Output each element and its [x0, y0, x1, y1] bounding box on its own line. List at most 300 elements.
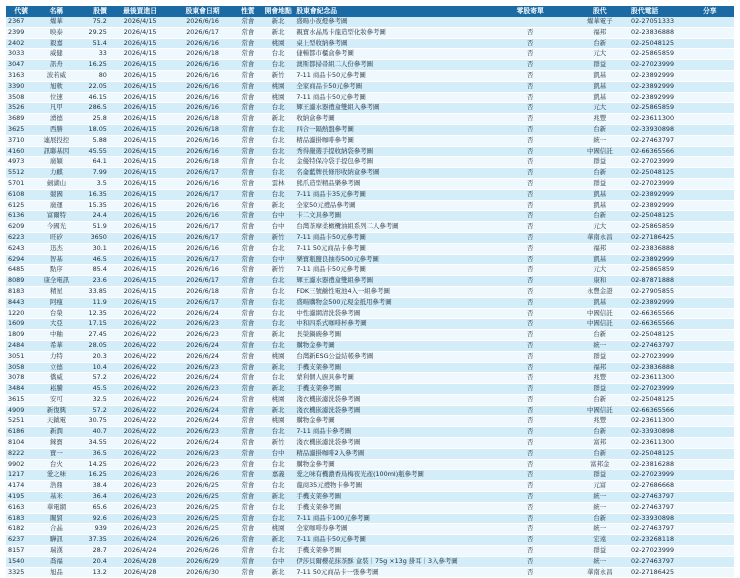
cell-last-buy-date: 2026/4/22: [109, 373, 172, 384]
cell-gift: 龍商35元禮物卡參考圖: [294, 481, 490, 492]
table-row[interactable]: [6, 438, 734, 449]
cell-share[interactable]: [686, 254, 735, 265]
cell-agent-phone: 02-23892999: [629, 254, 685, 265]
cell-last-buy-date: 2026/4/15: [109, 276, 172, 287]
table-row[interactable]: [6, 405, 734, 416]
cell-share[interactable]: [686, 17, 735, 27]
cell-meeting-type: 常會: [234, 481, 262, 492]
table-row[interactable]: [6, 92, 734, 103]
cell-code: 9902: [6, 459, 36, 470]
table-row[interactable]: [6, 373, 734, 384]
cell-agent: 群益: [571, 470, 629, 481]
cell-share[interactable]: [686, 49, 735, 60]
cell-share[interactable]: [686, 135, 735, 146]
cell-code: 8104: [6, 438, 36, 449]
cell-share[interactable]: [686, 373, 735, 384]
cell-price: 16.35: [77, 189, 109, 200]
cell-name: 迅杰: [36, 243, 76, 254]
cell-location: 新北: [262, 492, 294, 503]
cell-gift: 手機支架參考圖: [294, 492, 490, 503]
cell-code: 3078: [6, 373, 36, 384]
cell-name: 廣運: [36, 200, 76, 211]
cell-agent-phone: 02-23892999: [629, 70, 685, 81]
cell-odd-lot: 否: [490, 81, 571, 92]
cell-code: 3033: [6, 49, 36, 60]
cell-share[interactable]: [686, 276, 735, 287]
cell-share[interactable]: [686, 448, 735, 459]
cell-name: 今國光: [36, 222, 76, 233]
cell-last-buy-date: 2026/4/15: [109, 232, 172, 243]
cell-share[interactable]: [686, 319, 735, 330]
cell-agent-phone: 02-27186425: [629, 232, 685, 243]
cell-share[interactable]: [686, 27, 735, 38]
table-row[interactable]: [6, 60, 734, 71]
cell-share[interactable]: [686, 243, 735, 254]
cell-agent: 統一: [571, 135, 629, 146]
cell-agent: 台新: [571, 38, 629, 49]
cell-meeting-date: 2026/6/26: [171, 546, 234, 557]
cell-meeting-type: 常會: [234, 38, 262, 49]
table-row[interactable]: [6, 492, 734, 503]
table-row[interactable]: [6, 330, 734, 341]
table-row[interactable]: [6, 135, 734, 146]
cell-agent-phone: 02-66365566: [629, 405, 685, 416]
cell-odd-lot: 否: [490, 351, 571, 362]
table-row[interactable]: [6, 427, 734, 438]
cell-price: 75.2: [77, 17, 109, 27]
table-row[interactable]: [6, 124, 734, 135]
table-row[interactable]: [6, 189, 734, 200]
cell-gift: 名侖藍牌長條形收納盒參考圖: [294, 168, 490, 179]
table-row[interactable]: [6, 567, 734, 578]
cell-gift: 卡二文具參考圖: [294, 211, 490, 222]
table-row[interactable]: [6, 362, 734, 373]
cell-price: 51.4: [77, 38, 109, 49]
cell-gift: 秀得嚴選手提收納袋參考圖: [294, 146, 490, 157]
cell-share[interactable]: [686, 232, 735, 243]
cell-price: 57.2: [77, 373, 109, 384]
cell-gift: 7-11 商品卡參考圖: [294, 427, 490, 438]
cell-meeting-type: 常會: [234, 81, 262, 92]
table-row[interactable]: [6, 70, 734, 81]
cell-last-buy-date: 2026/4/22: [109, 438, 172, 449]
cell-location: 台北: [262, 49, 294, 60]
cell-location: 台北: [262, 513, 294, 524]
cell-location: 新竹: [262, 232, 294, 243]
cell-last-buy-date: 2026/4/22: [109, 308, 172, 319]
cell-code: 4195: [6, 492, 36, 503]
cell-gift: 蒙利個人廚具參考圖: [294, 373, 490, 384]
cell-price: 65.6: [77, 502, 109, 513]
cell-share[interactable]: [686, 524, 735, 535]
cell-meeting-type: 常會: [234, 405, 262, 416]
cell-agent: 統一: [571, 502, 629, 513]
cell-agent-phone: 02-23836888: [629, 243, 685, 254]
header-last-buy-date[interactable]: 最後買進日: [109, 6, 172, 17]
header-location[interactable]: 開會地點: [262, 6, 294, 17]
cell-share[interactable]: [686, 546, 735, 557]
cell-name: 喬福: [36, 556, 76, 567]
cell-share[interactable]: [686, 459, 735, 470]
cell-name: 劍湖山: [36, 178, 76, 189]
table-row[interactable]: [6, 17, 734, 27]
cell-code: 5512: [6, 168, 36, 179]
cell-meeting-type: 常會: [234, 416, 262, 427]
table-row[interactable]: [6, 535, 734, 546]
table-row[interactable]: [6, 308, 734, 319]
cell-odd-lot: 否: [490, 448, 571, 459]
cell-name: 台火: [36, 459, 76, 470]
cell-location: 台北: [262, 340, 294, 351]
cell-meeting-date: 2026/6/17: [171, 189, 234, 200]
cell-agent: 華南永昌: [571, 567, 629, 578]
cell-gift: 盛暘購物金500元現金抵用參考圖: [294, 297, 490, 308]
cell-gift: FDK三號鹼性電池4入一組參考圖: [294, 286, 490, 297]
cell-gift: 中和四系式咖啡杯參考圖: [294, 319, 490, 330]
header-meeting-type[interactable]: 性質: [234, 6, 262, 17]
cell-last-buy-date: 2026/4/15: [109, 114, 172, 125]
cell-meeting-type: 常會: [234, 124, 262, 135]
cell-meeting-type: 常會: [234, 60, 262, 71]
cell-share[interactable]: [686, 481, 735, 492]
header-name[interactable]: 名稱: [36, 6, 76, 17]
cell-odd-lot: 否: [490, 394, 571, 405]
cell-meeting-date: 2026/6/23: [171, 330, 234, 341]
cell-meeting-date: 2026/6/17: [171, 254, 234, 265]
cell-odd-lot: 否: [490, 146, 571, 157]
cell-odd-lot: 否: [490, 103, 571, 114]
table-row[interactable]: [6, 211, 734, 222]
table-row[interactable]: [6, 524, 734, 535]
cell-location: 台中: [262, 254, 294, 265]
cell-agent: 兆豐: [571, 416, 629, 427]
cell-meeting-date: 2026/6/18: [171, 49, 234, 60]
cell-share[interactable]: [686, 92, 735, 103]
cell-agent-phone: 02-25048125: [629, 38, 685, 49]
cell-meeting-date: 2026/6/16: [171, 200, 234, 211]
cell-price: 80: [77, 70, 109, 81]
cell-price: 33.85: [77, 286, 109, 297]
cell-gift: 手機支架參考圖: [294, 384, 490, 395]
table-row[interactable]: [6, 168, 734, 179]
cell-share[interactable]: [686, 222, 735, 233]
table-row[interactable]: [6, 340, 734, 351]
cell-share[interactable]: [686, 427, 735, 438]
cell-price: 23.6: [77, 276, 109, 287]
cell-location: 台北: [262, 60, 294, 71]
cell-last-buy-date: 2026/4/15: [109, 286, 172, 297]
cell-price: 15.35: [77, 200, 109, 211]
cell-price: 92.6: [77, 513, 109, 524]
table-row[interactable]: [6, 27, 734, 38]
cell-share[interactable]: [686, 492, 735, 503]
cell-last-buy-date: 2026/4/23: [109, 513, 172, 524]
cell-gift: 精品濾掛咖啡2入參考圖: [294, 448, 490, 459]
stock-gift-table: [6, 6, 734, 578]
table-row[interactable]: [6, 103, 734, 114]
table-row[interactable]: [6, 265, 734, 276]
cell-last-buy-date: 2026/4/15: [109, 157, 172, 168]
cell-gift: 購物金參考圖: [294, 416, 490, 427]
cell-location: 新北: [262, 330, 294, 341]
table-row[interactable]: [6, 276, 734, 287]
cell-code: 6136: [6, 211, 36, 222]
cell-meeting-date: 2026/6/16: [171, 243, 234, 254]
cell-meeting-type: 常會: [234, 535, 262, 546]
cell-gift: 台灣新ESG公益結帳參考圖: [294, 351, 490, 362]
cell-name: 競國: [36, 189, 76, 200]
cell-agent: 統一: [571, 556, 629, 567]
cell-name: 旺矽: [36, 232, 76, 243]
cell-share[interactable]: [686, 81, 735, 92]
cell-code: 3526: [6, 103, 36, 114]
header-agent-phone[interactable]: 股代電話: [629, 6, 685, 17]
cell-gift: 熊爪造型精品樂參考圖: [294, 178, 490, 189]
cell-last-buy-date: 2026/4/23: [109, 492, 172, 503]
cell-share[interactable]: [686, 535, 735, 546]
cell-price: 20.3: [77, 351, 109, 362]
cell-share[interactable]: [686, 556, 735, 567]
cell-gift: 淺衣機嵌濾洗袋參考圖: [294, 405, 490, 416]
cell-last-buy-date: 2026/4/22: [109, 330, 172, 341]
cell-last-buy-date: 2026/4/15: [109, 49, 172, 60]
cell-price: 46.15: [77, 92, 109, 103]
cell-share[interactable]: [686, 330, 735, 341]
cell-share[interactable]: [686, 178, 735, 189]
header-meeting-date[interactable]: 股東會日期: [171, 6, 234, 17]
cell-price: 5.88: [77, 135, 109, 146]
header-share[interactable]: 分享: [686, 6, 735, 17]
header-agent[interactable]: 股代: [571, 6, 629, 17]
cell-agent: 台新: [571, 330, 629, 341]
cell-code: 3047: [6, 60, 36, 71]
cell-last-buy-date: 2026/4/28: [109, 556, 172, 567]
cell-agent-phone: 02-27023999: [629, 546, 685, 557]
cell-name: 華電網: [36, 502, 76, 513]
cell-share[interactable]: [686, 157, 735, 168]
cell-odd-lot: 否: [490, 222, 571, 233]
cell-meeting-date: 2026/6/17: [171, 276, 234, 287]
cell-agent: 統一: [571, 492, 629, 503]
table-row[interactable]: [6, 351, 734, 362]
cell-share[interactable]: [686, 103, 735, 114]
cell-agent-phone: 02-25865859: [629, 103, 685, 114]
cell-share[interactable]: [686, 114, 735, 125]
table-row[interactable]: [6, 178, 734, 189]
table-row[interactable]: [6, 416, 734, 427]
cell-share[interactable]: [686, 513, 735, 524]
cell-share[interactable]: [686, 189, 735, 200]
cell-gift: 樂寶瓶鹽良抽券500元參考圖: [294, 254, 490, 265]
cell-odd-lot: 否: [490, 200, 571, 211]
header-code[interactable]: 代號: [6, 6, 36, 17]
cell-odd-lot: 否: [490, 157, 571, 168]
cell-share[interactable]: [686, 384, 735, 395]
cell-last-buy-date: 2026/4/15: [109, 17, 172, 27]
cell-share[interactable]: [686, 200, 735, 211]
table-row[interactable]: [6, 481, 734, 492]
cell-share[interactable]: [686, 502, 735, 513]
cell-meeting-date: 2026/6/23: [171, 319, 234, 330]
cell-agent: 元富: [571, 481, 629, 492]
cell-meeting-type: 常會: [234, 222, 262, 233]
cell-location: 台北: [262, 319, 294, 330]
table-row[interactable]: [6, 448, 734, 459]
cell-meeting-type: 常會: [234, 178, 262, 189]
table-row[interactable]: [6, 459, 734, 470]
cell-agent-phone: 02-23611300: [629, 438, 685, 449]
table-row[interactable]: [6, 502, 734, 513]
cell-odd-lot: 否: [490, 178, 571, 189]
cell-agent: 台新: [571, 124, 629, 135]
cell-agent-phone: 02-23892999: [629, 297, 685, 308]
cell-odd-lot: 否: [490, 535, 571, 546]
cell-share[interactable]: [686, 146, 735, 157]
table-row[interactable]: [6, 49, 734, 60]
cell-code: 8222: [6, 448, 36, 459]
table-row[interactable]: [6, 297, 734, 308]
cell-meeting-type: 常會: [234, 340, 262, 351]
cell-agent: 群益: [571, 384, 629, 395]
table-row[interactable]: [6, 319, 734, 330]
cell-location: 台北: [262, 243, 294, 254]
cell-meeting-date: 2026/6/18: [171, 157, 234, 168]
cell-share[interactable]: [686, 70, 735, 81]
cell-odd-lot: 否: [490, 70, 571, 81]
cell-share[interactable]: [686, 286, 735, 297]
cell-location: 新北: [262, 17, 294, 27]
table-row[interactable]: [6, 243, 734, 254]
cell-last-buy-date: 2026/4/15: [109, 200, 172, 211]
cell-share[interactable]: [686, 438, 735, 449]
cell-gift: 中性濾網清洗袋參考圖: [294, 308, 490, 319]
table-row[interactable]: [6, 546, 734, 557]
table-row[interactable]: [6, 146, 734, 157]
cell-agent: 燿華電子: [571, 17, 629, 27]
cell-meeting-date: 2026/6/17: [171, 168, 234, 179]
cell-agent-phone: 02-27463797: [629, 502, 685, 513]
cell-share[interactable]: [686, 416, 735, 427]
cell-code: 3689: [6, 114, 36, 125]
cell-gift: 淺衣機嵌濾洗袋參考圖: [294, 394, 490, 405]
cell-share[interactable]: [686, 38, 735, 49]
cell-share[interactable]: [686, 265, 735, 276]
cell-meeting-date: 2026/6/25: [171, 492, 234, 503]
table-row[interactable]: [6, 384, 734, 395]
cell-odd-lot: 否: [490, 524, 571, 535]
table-body: [6, 17, 734, 578]
cell-agent: 福邦: [571, 27, 629, 38]
cell-agent-phone: 02-27023999: [629, 178, 685, 189]
cell-odd-lot: 否: [490, 492, 571, 503]
cell-name: 毅嘉: [36, 38, 76, 49]
cell-gift: 全家商品卡50元參考圖: [294, 81, 490, 92]
table-row[interactable]: [6, 513, 734, 524]
table-row[interactable]: [6, 38, 734, 49]
cell-price: 20.4: [77, 556, 109, 567]
cell-agent-phone: 02-27463797: [629, 340, 685, 351]
cell-share[interactable]: [686, 168, 735, 179]
header-price[interactable]: 股價: [77, 6, 109, 17]
cell-meeting-date: 2026/6/24: [171, 373, 234, 384]
cell-last-buy-date: 2026/4/15: [109, 265, 172, 276]
cell-location: 台北: [262, 135, 294, 146]
table-row[interactable]: [6, 200, 734, 211]
cell-price: 32.5: [77, 394, 109, 405]
cell-agent-phone: 02-23892999: [629, 81, 685, 92]
cell-agent: 台新: [571, 427, 629, 438]
cell-code: 3484: [6, 384, 36, 395]
table-row[interactable]: [6, 556, 734, 567]
cell-share[interactable]: [686, 60, 735, 71]
cell-agent: 中國信託: [571, 319, 629, 330]
cell-share[interactable]: [686, 470, 735, 481]
table-row[interactable]: [6, 114, 734, 125]
cell-gift: 7-11 商品卡50元參考圖: [294, 70, 490, 81]
cell-location: 新北: [262, 384, 294, 395]
cell-code: 6186: [6, 427, 36, 438]
cell-meeting-date: 2026/6/24: [171, 416, 234, 427]
cell-code: 6209: [6, 222, 36, 233]
cell-share[interactable]: [686, 394, 735, 405]
header-gift[interactable]: 股東會紀念品: [294, 6, 490, 17]
cell-share[interactable]: [686, 567, 735, 578]
cell-name: 崧騰: [36, 384, 76, 395]
cell-price: 17.15: [77, 319, 109, 330]
table-row[interactable]: [6, 222, 734, 233]
cell-price: 30.75: [77, 416, 109, 427]
cell-agent: 台新: [571, 211, 629, 222]
cell-name: 安可: [36, 394, 76, 405]
cell-name: 希華: [36, 340, 76, 351]
cell-odd-lot: 否: [490, 405, 571, 416]
cell-name: 智基: [36, 254, 76, 265]
cell-share[interactable]: [686, 211, 735, 222]
cell-odd-lot: 否: [490, 438, 571, 449]
table-row[interactable]: [6, 470, 734, 481]
cell-odd-lot: 否: [490, 340, 571, 351]
cell-odd-lot: 否: [490, 60, 571, 71]
cell-share[interactable]: [686, 297, 735, 308]
table-row[interactable]: [6, 286, 734, 297]
cell-share[interactable]: [686, 340, 735, 351]
cell-last-buy-date: 2026/4/22: [109, 427, 172, 438]
cell-share[interactable]: [686, 362, 735, 373]
cell-price: 7.99: [77, 168, 109, 179]
cell-share[interactable]: [686, 308, 735, 319]
cell-price: 45.55: [77, 146, 109, 157]
cell-location: 台北: [262, 157, 294, 168]
table-row[interactable]: [6, 254, 734, 265]
table-row[interactable]: [6, 81, 734, 92]
table-row[interactable]: [6, 394, 734, 405]
cell-meeting-date: 2026/6/24: [171, 340, 234, 351]
table-row[interactable]: [6, 157, 734, 168]
cell-meeting-date: 2026/6/24: [171, 308, 234, 319]
cell-agent-phone: 02-23892999: [629, 92, 685, 103]
cell-code: 2484: [6, 340, 36, 351]
cell-meeting-type: 常會: [234, 567, 262, 578]
cell-share[interactable]: [686, 405, 735, 416]
cell-name: 愛之味: [36, 470, 76, 481]
cell-share[interactable]: [686, 124, 735, 135]
cell-code: 3710: [6, 135, 36, 146]
cell-agent-phone: 02-27686668: [629, 481, 685, 492]
cell-agent: 群益: [571, 60, 629, 71]
cell-share[interactable]: [686, 351, 735, 362]
table-row[interactable]: [6, 232, 734, 243]
header-odd-lot[interactable]: 零股寄單: [490, 6, 571, 17]
